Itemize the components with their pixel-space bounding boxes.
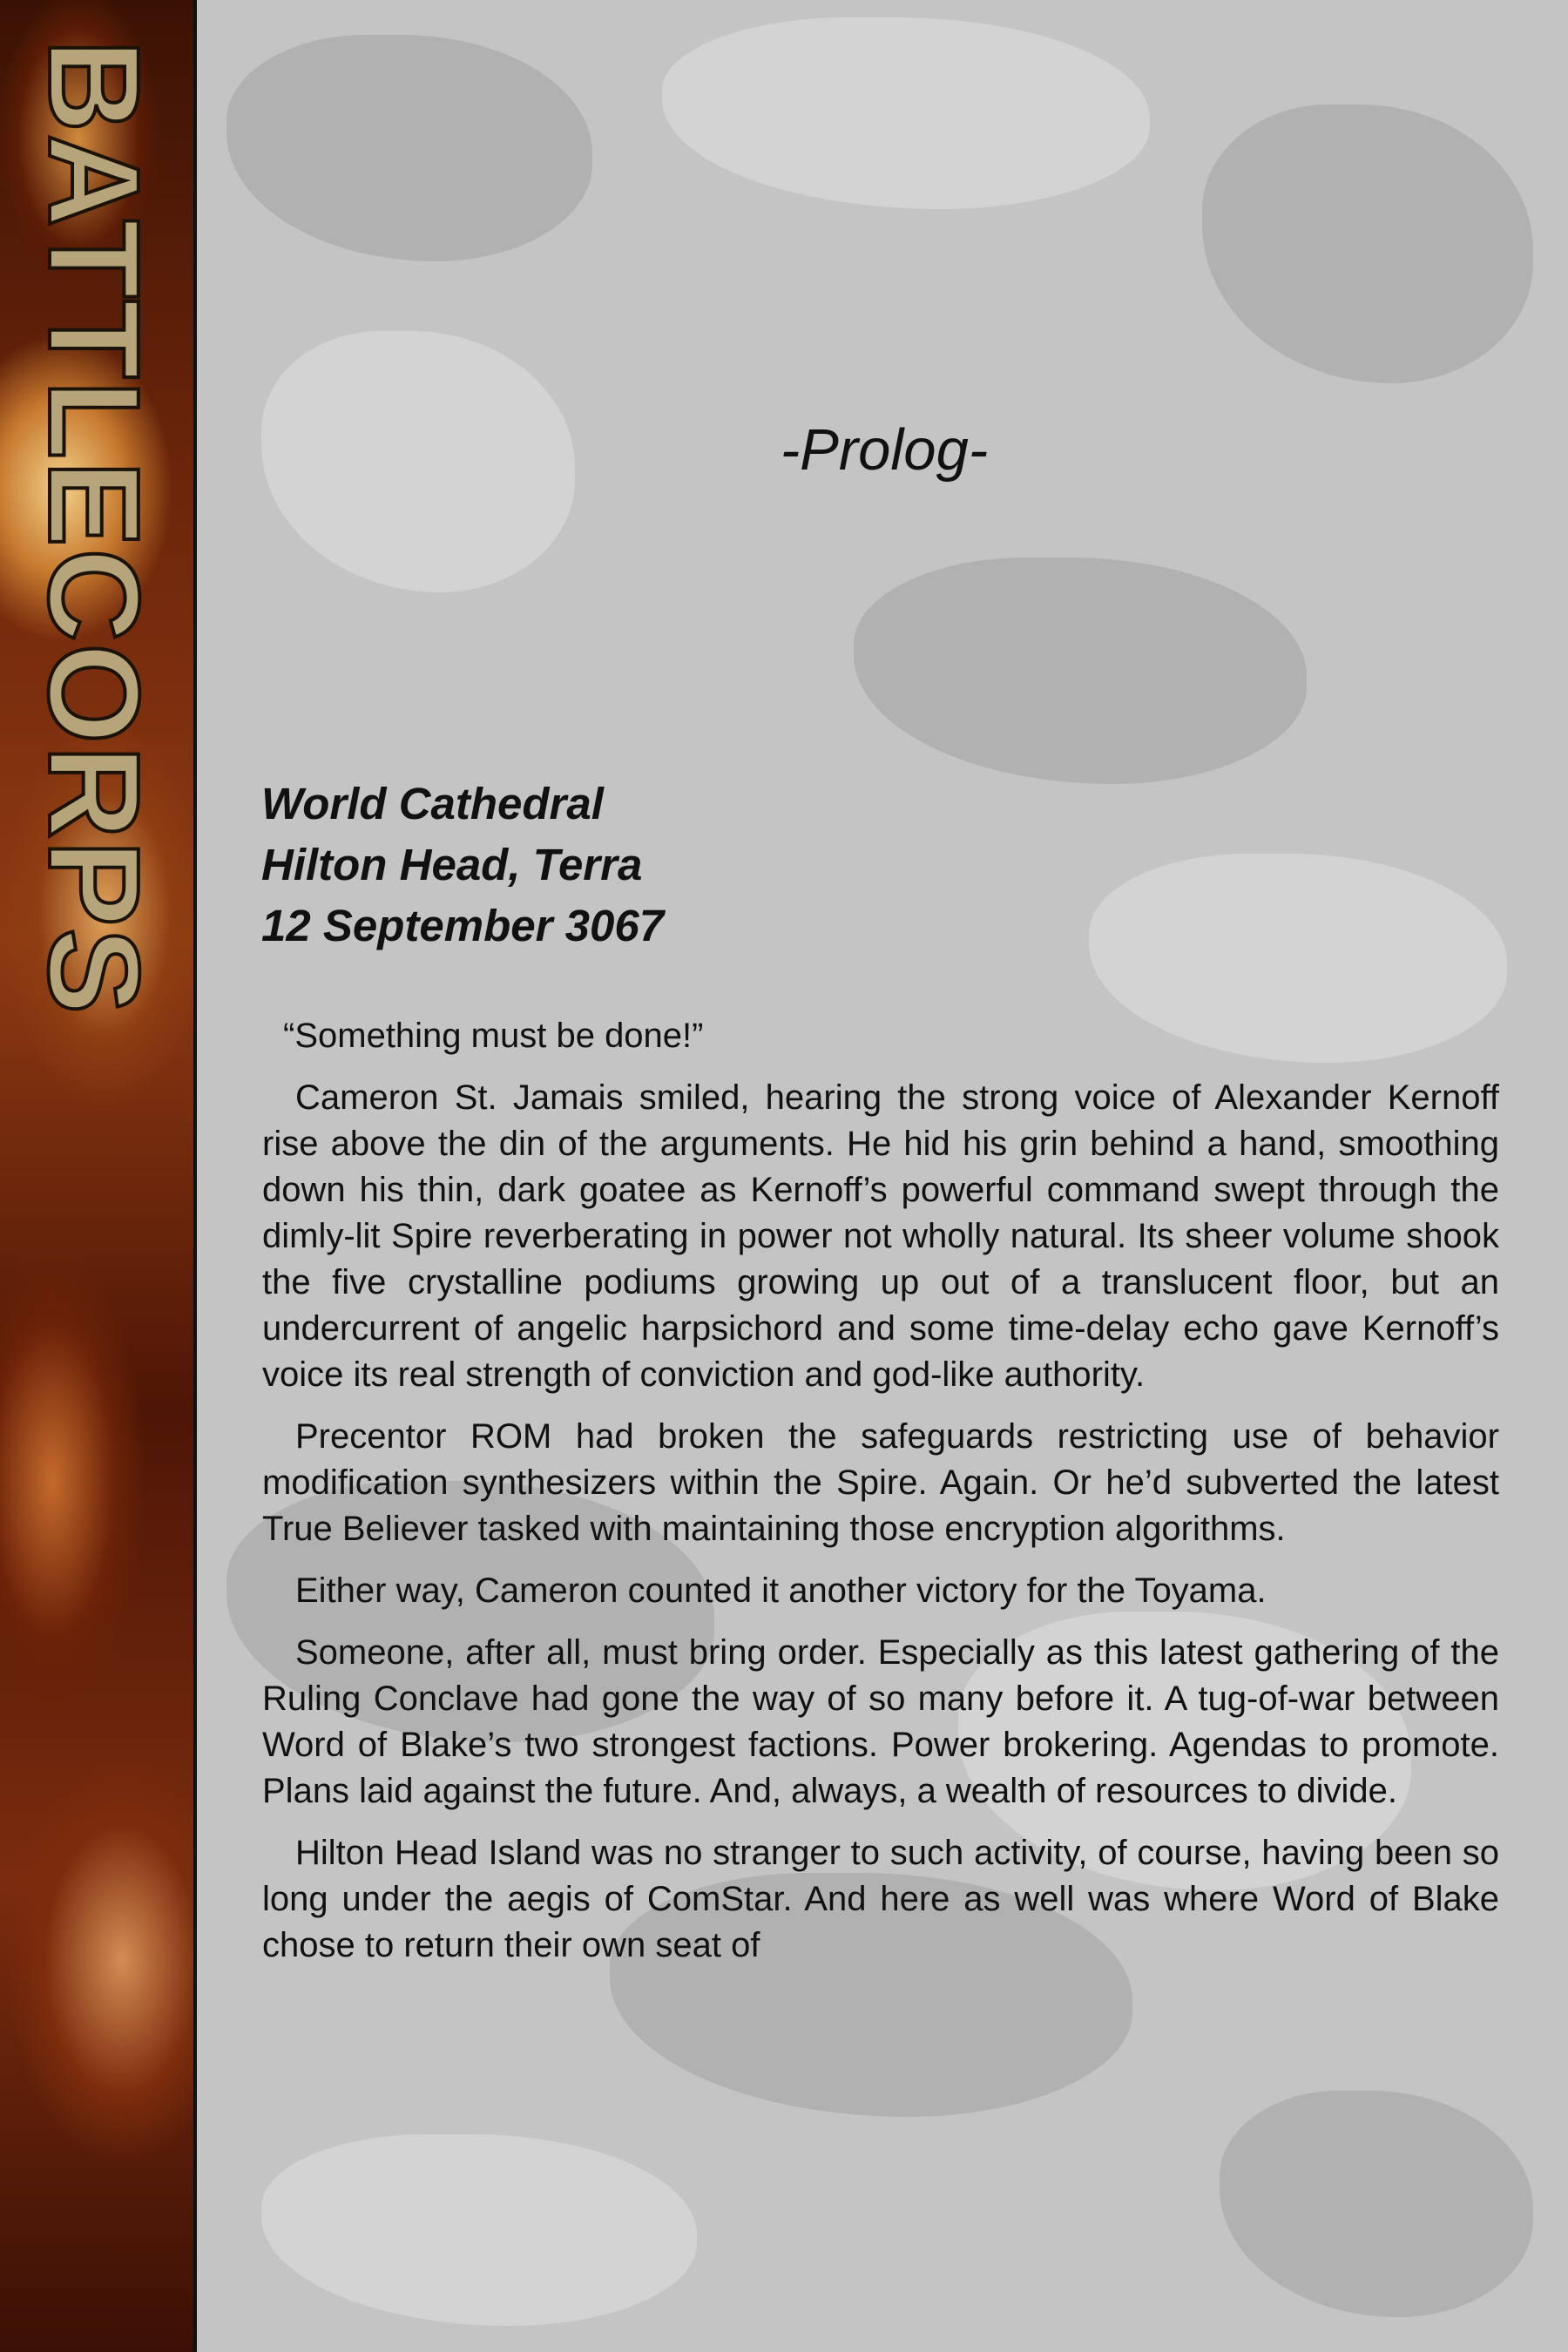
paragraph: Either way, Cameron counted it another victory for the Toyama. [295,1571,1267,1610]
dateline-city: Hilton Head, Terra [261,840,643,889]
paragraph: Someone, after all, must bring order. Especially as this latest gathering of the Ruling Conclave had gone the way of so many before it. A tug-of-war between Word of Blake’s two strongest factions. Power brokering. Agendas to promote. Plans laid against the future. And, always, a wealth of resources to divide. [262,1633,1499,1810]
paragraph: “Something must be done!” [283,1017,704,1055]
paragraph: Cameron St. Jamais smiled, hearing the strong voice of Alexander Kernoff rise above the din of the arguments. He hid his grin behind a hand, smoothing down his thin, dark goatee as Kernoff’s powerful command swept through the dimly-lit Spire reverberating in power not wholly natural. Its sheer volume shook the five crystalline podiums growing up out of a translucent floor, but an undercurrent of angelic harpsichord and some time-delay echo gave Kernoff’s voice its real strength of conviction and god-like authority. [262,1078,1499,1394]
dateline-date: 12 September 3067 [261,901,665,950]
paragraph: Precentor ROM had broken the safeguards restricting use of behavior modification synthesizers within the Spire. Again. Or he’d subverted the latest True Believer tasked with maintaining those encryption algorithms. [262,1417,1499,1548]
story-body [262,1013,1499,1984]
paragraph: Hilton Head Island was no stranger to such activity, of course, having been so long under the aegis of ComStar. And here as well was where Word of Blake chose to return their own seat of [262,1834,1499,1964]
spine-title: BATTLECORPS [22,39,166,1017]
dateline-location: World Cathedral [261,779,604,828]
spine-banner [0,0,197,2352]
chapter-title: -Prolog- [780,417,989,483]
dateline [261,774,664,956]
